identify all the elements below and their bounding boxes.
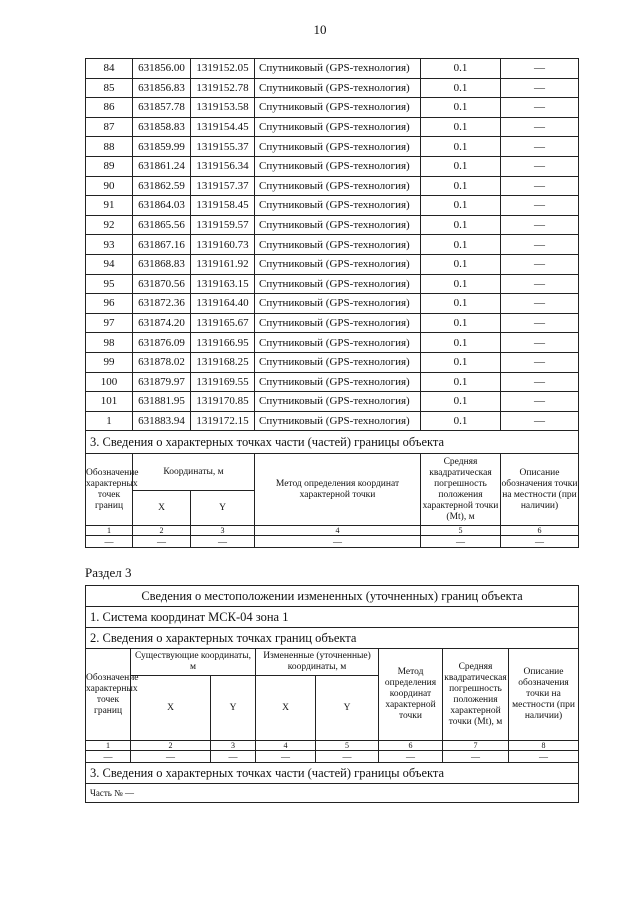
point-x: 631856.83: [133, 78, 191, 98]
column-number: 4: [256, 741, 316, 751]
point-x: 631861.24: [133, 156, 191, 176]
col-y: Y: [191, 491, 255, 526]
point-y: 1319172.15: [191, 411, 255, 431]
point-description: —: [501, 59, 579, 79]
section3-table: [85, 585, 579, 803]
empty-cell: —: [316, 751, 379, 763]
points-body: [86, 59, 579, 431]
point-row: [86, 59, 579, 79]
point-number: 89: [86, 156, 133, 176]
point-method: Спутниковый (GPS-технология): [255, 137, 421, 157]
empty-cell: —: [509, 751, 579, 763]
point-x: 631870.56: [133, 274, 191, 294]
column-number: 7: [443, 741, 509, 751]
section3-title: Сведения о местоположении измененных (уточненных) границ объекта: [86, 586, 579, 607]
point-row: [86, 333, 579, 353]
point-number: 95: [86, 274, 133, 294]
point-number: 101: [86, 392, 133, 412]
points-heading: 2. Сведения о характерных точках границ объекта: [86, 628, 579, 649]
point-description: —: [501, 333, 579, 353]
point-y: 1319159.57: [191, 215, 255, 235]
point-description: —: [501, 352, 579, 372]
point-x: 631874.20: [133, 313, 191, 333]
point-number: 87: [86, 117, 133, 137]
point-method: Спутниковый (GPS-технология): [255, 117, 421, 137]
point-x: 631878.02: [133, 352, 191, 372]
coord-system: 1. Система координат МСК-04 зона 1: [86, 607, 579, 628]
column-number: 1: [86, 741, 131, 751]
point-method: Спутниковый (GPS-технология): [255, 352, 421, 372]
point-x: 631868.83: [133, 254, 191, 274]
point-row: [86, 137, 579, 157]
point-y: 1319165.67: [191, 313, 255, 333]
point-y: 1319155.37: [191, 137, 255, 157]
point-y: 1319161.92: [191, 254, 255, 274]
col-accuracy: Средняя квадратическая погрешность положения характерной точки (Mt), м: [443, 649, 509, 741]
part-label: Часть № —: [86, 784, 579, 803]
point-method: Спутниковый (GPS-технология): [255, 196, 421, 216]
point-method: Спутниковый (GPS-технология): [255, 59, 421, 79]
point-number: 96: [86, 294, 133, 314]
column-number: 4: [255, 526, 421, 536]
col-description: Описание обозначения точки на местности (при наличии): [509, 649, 579, 741]
points-table: [85, 58, 579, 548]
point-method: Спутниковый (GPS-технология): [255, 98, 421, 118]
empty-cell: —: [86, 536, 133, 548]
point-row: [86, 313, 579, 333]
point-y: 1319160.73: [191, 235, 255, 255]
empty-cell: —: [191, 536, 255, 548]
point-accuracy: 0.1: [421, 176, 501, 196]
point-row: [86, 196, 579, 216]
col-changed-y: Y: [316, 676, 379, 741]
point-description: —: [501, 274, 579, 294]
point-row: [86, 352, 579, 372]
page-number: 10: [313, 22, 327, 37]
col-designation: Обозначение характерных точек границ: [86, 454, 133, 526]
point-method: Спутниковый (GPS-технология): [255, 78, 421, 98]
point-row: [86, 215, 579, 235]
point-method: Спутниковый (GPS-технология): [255, 254, 421, 274]
empty-cell: —: [133, 536, 191, 548]
point-row: [86, 235, 579, 255]
point-number: 90: [86, 176, 133, 196]
column-number: 5: [421, 526, 501, 536]
empty-cell: —: [131, 751, 211, 763]
point-x: 631862.59: [133, 176, 191, 196]
column-number: 3: [191, 526, 255, 536]
point-x: 631857.78: [133, 98, 191, 118]
column-number-row: [86, 741, 579, 751]
point-accuracy: 0.1: [421, 274, 501, 294]
point-method: Спутниковый (GPS-технология): [255, 215, 421, 235]
point-accuracy: 0.1: [421, 156, 501, 176]
col-coords: Координаты, м: [133, 454, 255, 491]
point-accuracy: 0.1: [421, 78, 501, 98]
point-x: 631859.99: [133, 137, 191, 157]
point-x: 631881.95: [133, 392, 191, 412]
point-x: 631858.83: [133, 117, 191, 137]
column-number-row: [86, 526, 579, 536]
point-x: 631856.00: [133, 59, 191, 79]
point-accuracy: 0.1: [421, 294, 501, 314]
point-x: 631872.36: [133, 294, 191, 314]
point-row: [86, 117, 579, 137]
point-number: 100: [86, 372, 133, 392]
empty-cell: —: [379, 751, 443, 763]
empty-cell: —: [256, 751, 316, 763]
point-method: Спутниковый (GPS-технология): [255, 313, 421, 333]
point-number: 86: [86, 98, 133, 118]
empty-cell: —: [211, 751, 256, 763]
point-y: 1319166.95: [191, 333, 255, 353]
col-existing-x: X: [131, 676, 211, 741]
point-method: Спутниковый (GPS-технология): [255, 176, 421, 196]
column-number: 6: [501, 526, 579, 536]
point-row: [86, 176, 579, 196]
section3-label: Раздел 3: [85, 565, 132, 580]
point-y: 1319170.85: [191, 392, 255, 412]
point-description: —: [501, 411, 579, 431]
point-description: —: [501, 137, 579, 157]
point-accuracy: 0.1: [421, 313, 501, 333]
point-x: 631876.09: [133, 333, 191, 353]
point-number: 91: [86, 196, 133, 216]
column-number: 5: [316, 741, 379, 751]
point-accuracy: 0.1: [421, 196, 501, 216]
point-description: —: [501, 176, 579, 196]
col-x: X: [133, 491, 191, 526]
point-description: —: [501, 294, 579, 314]
point-method: Спутниковый (GPS-технология): [255, 294, 421, 314]
point-number: 93: [86, 235, 133, 255]
point-accuracy: 0.1: [421, 235, 501, 255]
point-accuracy: 0.1: [421, 98, 501, 118]
point-y: 1319158.45: [191, 196, 255, 216]
point-y: 1319154.45: [191, 117, 255, 137]
point-number: 99: [86, 352, 133, 372]
point-accuracy: 0.1: [421, 372, 501, 392]
point-row: [86, 254, 579, 274]
point-y: 1319164.40: [191, 294, 255, 314]
col-existing-y: Y: [211, 676, 256, 741]
point-y: 1319156.34: [191, 156, 255, 176]
point-x: 631864.03: [133, 196, 191, 216]
point-x: 631867.16: [133, 235, 191, 255]
part-heading: 3. Сведения о характерных точках части (частей) границы объекта: [86, 763, 579, 784]
col-changed: Измененные (уточненные) координаты, м: [256, 649, 379, 676]
point-method: Спутниковый (GPS-технология): [255, 274, 421, 294]
col-method: Метод определения координат характерной точки: [255, 454, 421, 526]
point-y: 1319168.25: [191, 352, 255, 372]
point-accuracy: 0.1: [421, 137, 501, 157]
part-section: [86, 431, 579, 548]
point-row: [86, 274, 579, 294]
point-y: 1319169.55: [191, 372, 255, 392]
point-row: [86, 372, 579, 392]
col-accuracy: Средняя квадратическая погрешность положения характерной точки (Mt), м: [421, 454, 501, 526]
point-y: 1319152.78: [191, 78, 255, 98]
point-number: 94: [86, 254, 133, 274]
point-accuracy: 0.1: [421, 392, 501, 412]
point-row: [86, 392, 579, 412]
point-x: 631865.56: [133, 215, 191, 235]
point-description: —: [501, 313, 579, 333]
column-number: 2: [133, 526, 191, 536]
point-number: 1: [86, 411, 133, 431]
column-number: 3: [211, 741, 256, 751]
point-number: 85: [86, 78, 133, 98]
point-row: [86, 78, 579, 98]
point-description: —: [501, 117, 579, 137]
point-description: —: [501, 235, 579, 255]
point-row: [86, 294, 579, 314]
point-x: 631879.97: [133, 372, 191, 392]
point-accuracy: 0.1: [421, 215, 501, 235]
point-method: Спутниковый (GPS-технология): [255, 372, 421, 392]
point-method: Спутниковый (GPS-технология): [255, 392, 421, 412]
empty-cell: —: [86, 751, 131, 763]
point-accuracy: 0.1: [421, 117, 501, 137]
point-description: —: [501, 392, 579, 412]
point-number: 88: [86, 137, 133, 157]
point-accuracy: 0.1: [421, 411, 501, 431]
point-number: 84: [86, 59, 133, 79]
point-number: 97: [86, 313, 133, 333]
point-description: —: [501, 196, 579, 216]
empty-row: [86, 751, 579, 763]
point-row: [86, 156, 579, 176]
col-changed-x: X: [256, 676, 316, 741]
point-y: 1319157.37: [191, 176, 255, 196]
point-row: [86, 411, 579, 431]
point-number: 98: [86, 333, 133, 353]
column-number: 8: [509, 741, 579, 751]
point-x: 631883.94: [133, 411, 191, 431]
point-y: 1319163.15: [191, 274, 255, 294]
point-y: 1319153.58: [191, 98, 255, 118]
point-method: Спутниковый (GPS-технология): [255, 156, 421, 176]
empty-cell: —: [443, 751, 509, 763]
point-description: —: [501, 372, 579, 392]
empty-cell: —: [421, 536, 501, 548]
empty-cell: —: [501, 536, 579, 548]
column-number: 6: [379, 741, 443, 751]
point-number: 92: [86, 215, 133, 235]
col-method: Метод определения координат характерной точки: [379, 649, 443, 741]
point-description: —: [501, 156, 579, 176]
column-number: 1: [86, 526, 133, 536]
col-designation: Обозначение характерных точек границ: [86, 649, 131, 741]
part-section-title: 3. Сведения о характерных точках части (частей) границы объекта: [86, 431, 579, 454]
point-y: 1319152.05: [191, 59, 255, 79]
point-accuracy: 0.1: [421, 333, 501, 353]
col-existing: Существующие координаты, м: [131, 649, 256, 676]
point-method: Спутниковый (GPS-технология): [255, 235, 421, 255]
point-description: —: [501, 215, 579, 235]
point-method: Спутниковый (GPS-технология): [255, 333, 421, 353]
point-accuracy: 0.1: [421, 254, 501, 274]
point-accuracy: 0.1: [421, 352, 501, 372]
empty-row: [86, 536, 579, 548]
col-description: Описание обозначения точки на местности (при наличии): [501, 454, 579, 526]
point-method: Спутниковый (GPS-технология): [255, 411, 421, 431]
point-description: —: [501, 254, 579, 274]
empty-cell: —: [255, 536, 421, 548]
point-accuracy: 0.1: [421, 59, 501, 79]
point-description: —: [501, 78, 579, 98]
point-row: [86, 98, 579, 118]
column-number: 2: [131, 741, 211, 751]
point-description: —: [501, 98, 579, 118]
